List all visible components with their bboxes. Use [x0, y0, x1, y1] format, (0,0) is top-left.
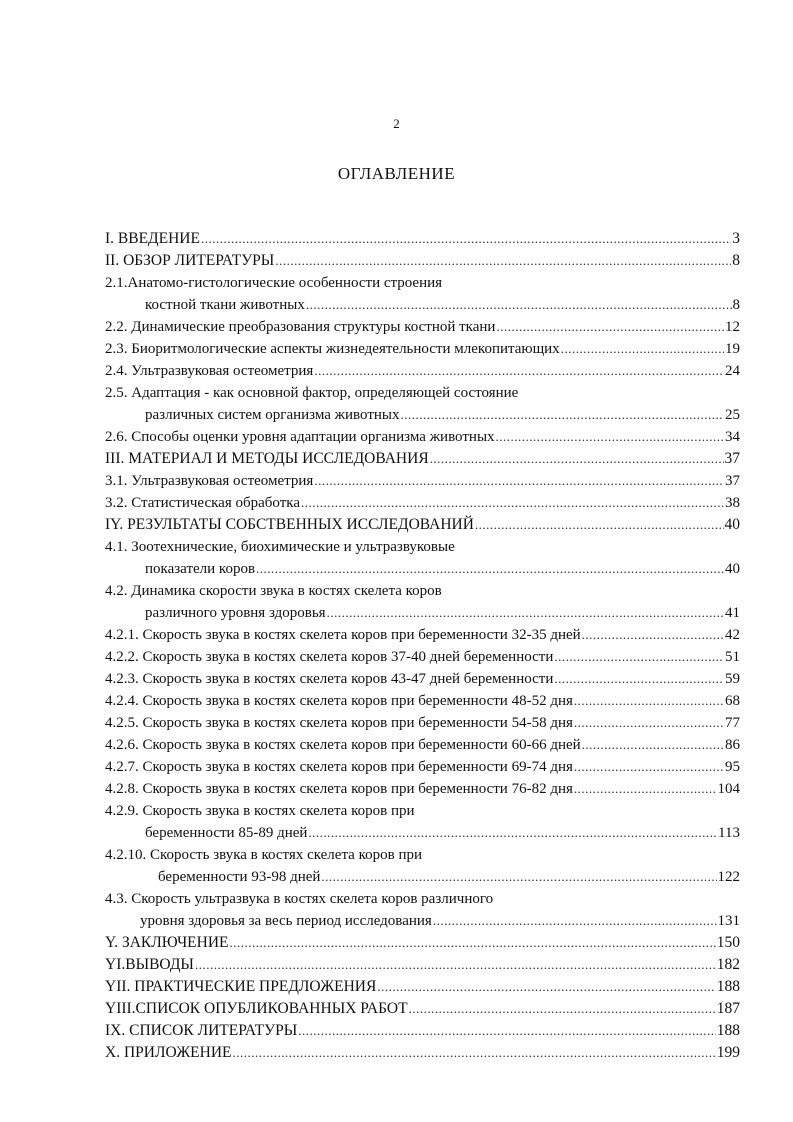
toc-title: ОГЛАВЛЕНИЕ	[337, 164, 456, 183]
toc-entry-page: 113	[718, 825, 740, 841]
toc-entry-text: 4.2. Динамика скорости звука в костях скелета коров	[105, 583, 442, 599]
toc-entry-text: 4.2.8. Скорость звука в костях скелета коров при беременности 76-82 дня	[105, 781, 573, 797]
toc-entry-text: 4.1. Зоотехнические, биохимические и ультразвуковые	[105, 539, 455, 555]
toc-entry-text: беременности 85-89 дней	[145, 825, 308, 841]
dot-leader	[409, 998, 716, 1020]
toc-entry-2-1	[145, 294, 740, 316]
toc-entry-text: II. ОБЗОР ЛИТЕРАТУРЫ	[105, 252, 275, 269]
toc-entry-practical-suggestions	[105, 976, 740, 998]
toc-entry-text: 3.1. Ультразвуковая остеометрия	[105, 473, 314, 489]
toc-entry-page: 12	[725, 319, 740, 335]
toc-entry-4-2-7	[105, 756, 740, 778]
dot-leader	[582, 624, 724, 646]
toc-entry-text: 4.3. Скорость ультразвука в костях скелета коров различного	[105, 891, 494, 907]
toc-entry-page: 8	[732, 252, 740, 269]
toc-entry-page: 8	[732, 297, 740, 313]
toc-entry-4-2-4	[105, 690, 740, 712]
toc-entry-page: 95	[725, 759, 740, 775]
dot-leader	[475, 514, 724, 536]
toc-entry-text: YII. ПРАКТИЧЕСКИЕ ПРЕДЛОЖЕНИЯ	[105, 978, 377, 995]
toc-entry-4-2-5	[105, 712, 740, 734]
toc-entry-appendix	[105, 1042, 740, 1064]
toc-entry-4-3	[140, 910, 740, 932]
toc-entry-text: X. ПРИЛОЖЕНИЕ	[105, 1044, 232, 1061]
toc-entry-page: 34	[725, 429, 740, 445]
dot-leader	[327, 602, 724, 624]
toc-entry-text: 4.2.4. Скорость звука в костях скелета коров при беременности 48-52 дня	[105, 693, 573, 709]
dot-leader	[314, 360, 724, 382]
toc-entry-text: 2.1.Анатомо-гистологические особенности строения	[105, 275, 443, 291]
toc-entry-text: III. МАТЕРИАЛ И МЕТОДЫ ИССЛЕДОВАНИЯ	[105, 450, 429, 467]
toc-entry-2-3	[105, 338, 740, 360]
toc-entry-bibliography	[105, 1020, 740, 1042]
toc-entry-page: 68	[725, 693, 740, 709]
toc-entry-4-2-2	[105, 646, 740, 668]
toc-entry-page: 59	[725, 671, 740, 687]
dot-leader	[401, 404, 724, 426]
toc-entry-text: уровня здоровья за весь период исследования	[140, 913, 432, 929]
toc-entry-text: IX. СПИСОК ЛИТЕРАТУРЫ	[105, 1022, 298, 1039]
dot-leader	[230, 932, 716, 954]
dot-leader	[496, 316, 724, 338]
toc-entry-page: 25	[725, 407, 740, 423]
dot-leader	[232, 1042, 715, 1064]
dot-leader	[321, 866, 716, 888]
toc-entry-2-6	[105, 426, 740, 448]
toc-entry-page: 40	[725, 561, 740, 577]
dot-leader	[298, 1020, 715, 1042]
toc-entry-page: 37	[724, 450, 740, 467]
toc-entry-4-2-10	[158, 866, 740, 888]
toc-entry-text: I. ВВЕДЕНИЕ	[105, 230, 200, 247]
toc-entry-page: 38	[725, 495, 740, 511]
toc-entry-4-1	[145, 558, 740, 580]
toc-entry-text: YIII.СПИСОК ОПУБЛИКОВАННЫХ РАБОТ	[105, 1000, 408, 1017]
toc-entry-2-5	[145, 404, 740, 426]
dot-leader	[574, 756, 724, 778]
toc-entry-page: 104	[717, 781, 740, 797]
dot-leader	[377, 976, 715, 998]
toc-entry-page: 3	[732, 230, 740, 247]
dot-leader	[314, 470, 724, 492]
toc-entry-text: 2.5. Адаптация - как основной фактор, определяющей состояние	[105, 385, 519, 401]
dot-leader	[256, 558, 724, 580]
dot-leader	[275, 250, 731, 272]
dot-leader	[554, 668, 724, 690]
toc-entry-page: 131	[717, 913, 740, 929]
toc-entry-page: 19	[725, 341, 740, 357]
toc-entry-results	[105, 514, 740, 536]
toc-entry-page: 122	[717, 869, 740, 885]
dot-leader	[582, 734, 724, 756]
toc-entry-text: 4.2.1. Скорость звука в костях скелета коров при беременности 32-35 дней	[105, 627, 581, 643]
toc-entry-page: 41	[725, 605, 740, 621]
toc-entry-text: YI.ВЫВОДЫ	[105, 956, 194, 973]
toc-entry-page: 77	[725, 715, 740, 731]
toc-entry-page: 51	[725, 649, 740, 665]
toc-entry-text: Y. ЗАКЛЮЧЕНИЕ	[105, 934, 229, 951]
toc-entry-materials-methods	[105, 448, 740, 470]
dot-leader	[301, 492, 724, 514]
toc-entry-text: различного уровня здоровья	[145, 605, 326, 621]
toc-entry-page: 150	[716, 934, 740, 951]
toc-entry-text: 4.2.9. Скорость звука в костях скелета коров при	[105, 803, 415, 819]
toc-entry-literature-review	[105, 250, 740, 272]
toc-entry-4-2-3	[105, 668, 740, 690]
toc-entry-4-2-6	[105, 734, 740, 756]
page-number: 2	[393, 116, 400, 131]
toc-entry-3-1	[105, 470, 740, 492]
toc-entry-conclusion	[105, 932, 740, 954]
toc-entry-4-2	[145, 602, 740, 624]
toc-entry-text: 2.2. Динамические преобразования структуры костной ткани	[105, 319, 496, 335]
toc-entry-text: различных систем организма животных	[145, 407, 400, 423]
toc-entry-page: 40	[724, 516, 740, 533]
toc-entry-findings	[105, 954, 740, 976]
toc-entry-text: костной ткани животных	[145, 297, 305, 313]
toc-entry-publications	[105, 998, 740, 1020]
dot-leader	[201, 228, 731, 250]
toc-entry-page: 188	[716, 978, 740, 995]
dot-leader	[574, 712, 724, 734]
toc-entry-text: 4.2.5. Скорость звука в костях скелета коров при беременности 54-58 дня	[105, 715, 573, 731]
toc-entry-4-2-1	[105, 624, 740, 646]
toc-entry-page: 182	[716, 956, 740, 973]
dot-leader	[554, 646, 724, 668]
toc-entry-text: 4.2.10. Скорость звука в костях скелета коров при	[105, 847, 422, 863]
dot-leader	[574, 778, 717, 800]
toc-entry-text: 4.2.7. Скорость звука в костях скелета коров при беременности 69-74 дня	[105, 759, 573, 775]
toc-entry-4-2-8	[105, 778, 740, 800]
toc-entry-text: 4.2.6. Скорость звука в костях скелета коров при беременности 60-66 дней	[105, 737, 581, 753]
dot-leader	[430, 448, 724, 470]
toc-entry-text: IY. РЕЗУЛЬТАТЫ СОБСТВЕННЫХ ИССЛЕДОВАНИЙ	[105, 516, 474, 533]
toc-entry-text: 2.3. Биоритмологические аспекты жизнедеятельности млекопитающих	[105, 341, 560, 357]
toc-entry-page: 187	[716, 1000, 740, 1017]
toc-entry-page: 199	[716, 1044, 740, 1061]
toc-entry-page: 24	[725, 363, 740, 379]
toc-entry-2-4	[105, 360, 740, 382]
toc-entry-page: 37	[725, 473, 740, 489]
toc-entry-page: 188	[716, 1022, 740, 1039]
toc-entry-introduction	[105, 228, 740, 250]
toc-entry-text: 2.4. Ультразвуковая остеометрия	[105, 363, 314, 379]
dot-leader	[574, 690, 724, 712]
toc-entry-text: 3.2. Статистическая обработка	[105, 495, 300, 511]
toc-entry-page: 42	[725, 627, 740, 643]
toc-entry-3-2	[105, 492, 740, 514]
toc-entry-2-2	[105, 316, 740, 338]
dot-leader	[306, 294, 732, 316]
toc-entry-4-2-9	[145, 822, 740, 844]
dot-leader	[195, 954, 716, 976]
toc-entry-text: 4.2.3. Скорость звука в костях скелета коров 43-47 дней беременности	[105, 671, 554, 687]
dot-leader	[561, 338, 724, 360]
dot-leader	[308, 822, 717, 844]
toc-entry-text: беременности 93-98 дней	[158, 869, 321, 885]
dot-leader	[433, 910, 717, 932]
toc-entry-page: 86	[725, 737, 740, 753]
toc-entry-text: 2.6. Способы оценки уровня адаптации организма животных	[105, 429, 495, 445]
toc-entry-text: 4.2.2. Скорость звука в костях скелета коров 37-40 дней беременности	[105, 649, 554, 665]
toc-entry-text: показатели коров	[145, 561, 256, 577]
dot-leader	[496, 426, 724, 448]
